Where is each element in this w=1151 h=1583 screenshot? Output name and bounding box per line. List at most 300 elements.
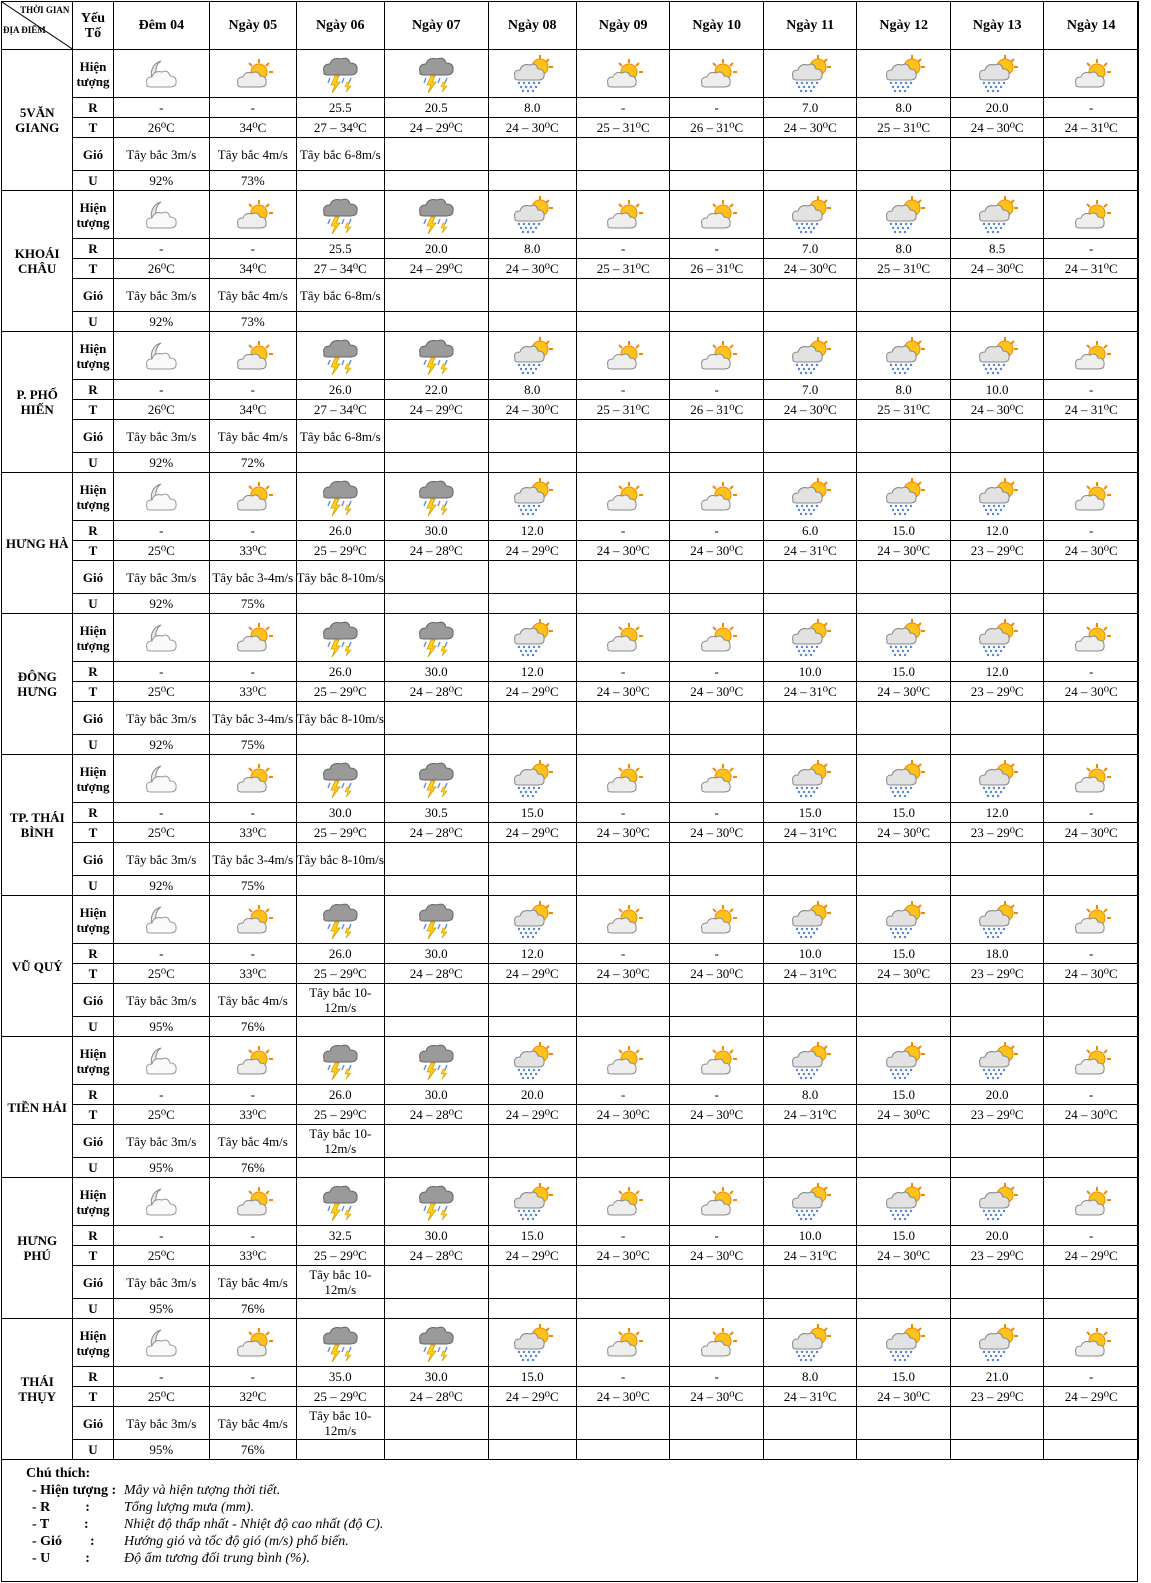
element-label: Gió bbox=[73, 138, 113, 171]
u-value bbox=[488, 1017, 576, 1037]
t-value: 25 – 29⁰C bbox=[296, 1105, 384, 1125]
element-label: R bbox=[73, 380, 113, 400]
u-value bbox=[488, 1158, 576, 1178]
element-label: R bbox=[73, 944, 113, 964]
r-value: - bbox=[113, 521, 210, 541]
t-value: 25 – 29⁰C bbox=[296, 541, 384, 561]
r-value: - bbox=[113, 1085, 210, 1105]
u-value bbox=[1044, 1299, 1139, 1319]
r-value: 8.0 bbox=[857, 98, 950, 118]
element-label: U bbox=[73, 1017, 113, 1037]
r-value: 8.0 bbox=[488, 380, 576, 400]
row-ph bbox=[2, 1037, 1139, 1085]
t-value: 24 – 28⁰C bbox=[384, 682, 488, 702]
sun-rain-icon bbox=[857, 191, 950, 239]
moon-cloud-icon bbox=[113, 332, 210, 380]
u-value: 92% bbox=[113, 453, 210, 473]
u-value: 92% bbox=[113, 171, 210, 191]
g-value bbox=[488, 702, 576, 735]
u-value bbox=[670, 1440, 763, 1460]
u-value bbox=[763, 453, 856, 473]
sun-rain-icon bbox=[488, 896, 576, 944]
g-value: Tây bắc 4m/s bbox=[210, 1125, 296, 1158]
u-value: 72% bbox=[210, 453, 296, 473]
g-value bbox=[670, 843, 763, 876]
g-value bbox=[950, 420, 1043, 453]
sun-rain-icon bbox=[857, 614, 950, 662]
g-value bbox=[857, 984, 950, 1017]
u-value bbox=[576, 312, 669, 332]
element-label: U bbox=[73, 1299, 113, 1319]
u-value bbox=[488, 453, 576, 473]
sun-rain-icon bbox=[857, 755, 950, 803]
r-value: - bbox=[576, 803, 669, 823]
g-value bbox=[1044, 138, 1139, 171]
u-value bbox=[857, 171, 950, 191]
g-value: Tây bắc 3m/s bbox=[113, 843, 210, 876]
sun-rain-icon bbox=[763, 614, 856, 662]
t-value: 24 – 30⁰C bbox=[763, 118, 856, 138]
t-value: 24 – 30⁰C bbox=[857, 682, 950, 702]
time-label: THỜI GIAN bbox=[20, 5, 70, 15]
sun-rain-icon bbox=[857, 1037, 950, 1085]
legend-notes bbox=[26, 1465, 383, 1567]
t-value: 24 – 30⁰C bbox=[576, 682, 669, 702]
g-value: Tây bắc 3m/s bbox=[113, 279, 210, 312]
r-value: 15.0 bbox=[857, 521, 950, 541]
u-value bbox=[296, 1158, 384, 1178]
t-value: 25 – 31⁰C bbox=[857, 400, 950, 420]
t-value: 34⁰C bbox=[210, 259, 296, 279]
u-value bbox=[1044, 735, 1139, 755]
u-value: 76% bbox=[210, 1158, 296, 1178]
r-value: - bbox=[576, 662, 669, 682]
sun-rain-icon bbox=[763, 1319, 856, 1367]
g-value: Tây bắc 3m/s bbox=[113, 1266, 210, 1299]
thunderstorm-icon bbox=[384, 1319, 488, 1367]
r-value: 30.0 bbox=[384, 944, 488, 964]
r-value: - bbox=[113, 239, 210, 259]
sun-rain-icon bbox=[763, 50, 856, 98]
partly-cloudy-icon bbox=[1044, 191, 1139, 239]
row-u bbox=[2, 171, 1139, 191]
row-g bbox=[2, 138, 1139, 171]
u-value bbox=[763, 312, 856, 332]
partly-cloudy-icon bbox=[670, 1319, 763, 1367]
t-value: 25 – 31⁰C bbox=[576, 259, 669, 279]
r-value: 20.0 bbox=[488, 1085, 576, 1105]
t-value: 24 – 29⁰C bbox=[488, 1387, 576, 1407]
u-value bbox=[576, 735, 669, 755]
u-value bbox=[763, 171, 856, 191]
r-value: - bbox=[1044, 803, 1139, 823]
r-value: 15.0 bbox=[857, 1367, 950, 1387]
row-ph bbox=[2, 896, 1139, 944]
t-value: 24 – 29⁰C bbox=[384, 259, 488, 279]
u-value: 73% bbox=[210, 171, 296, 191]
u-value bbox=[950, 1299, 1043, 1319]
t-value: 25 – 31⁰C bbox=[857, 118, 950, 138]
r-value: 30.5 bbox=[384, 803, 488, 823]
element-label: T bbox=[73, 118, 113, 138]
row-t bbox=[2, 682, 1139, 702]
r-value: - bbox=[210, 1085, 296, 1105]
thunderstorm-icon bbox=[296, 896, 384, 944]
r-value: 7.0 bbox=[763, 98, 856, 118]
r-value: 8.0 bbox=[857, 380, 950, 400]
u-value bbox=[670, 1017, 763, 1037]
t-value: 24 – 30⁰C bbox=[1044, 682, 1139, 702]
t-value: 24 – 30⁰C bbox=[670, 823, 763, 843]
t-value: 24 – 28⁰C bbox=[384, 1105, 488, 1125]
g-value: Tây bắc 3-4m/s bbox=[210, 843, 296, 876]
t-value: 24 – 30⁰C bbox=[488, 400, 576, 420]
u-value: 92% bbox=[113, 735, 210, 755]
g-value bbox=[763, 420, 856, 453]
u-value bbox=[857, 1299, 950, 1319]
r-value: - bbox=[1044, 1085, 1139, 1105]
row-t bbox=[2, 1387, 1139, 1407]
partly-cloudy-icon bbox=[210, 191, 296, 239]
u-value bbox=[857, 312, 950, 332]
t-value: 26⁰C bbox=[113, 400, 210, 420]
row-g bbox=[2, 1266, 1139, 1299]
t-value: 24 – 30⁰C bbox=[488, 259, 576, 279]
row-t bbox=[2, 964, 1139, 984]
partly-cloudy-icon bbox=[210, 755, 296, 803]
t-value: 33⁰C bbox=[210, 1246, 296, 1266]
element-label: T bbox=[73, 259, 113, 279]
u-value bbox=[296, 1017, 384, 1037]
t-value: 24 – 31⁰C bbox=[763, 1387, 856, 1407]
u-value bbox=[1044, 1017, 1139, 1037]
r-value: 30.0 bbox=[384, 521, 488, 541]
t-value: 24 – 30⁰C bbox=[576, 1105, 669, 1125]
partly-cloudy-icon bbox=[576, 1319, 669, 1367]
u-value bbox=[488, 171, 576, 191]
element-label: Gió bbox=[73, 279, 113, 312]
partly-cloudy-icon bbox=[576, 191, 669, 239]
t-value: 24 – 29⁰C bbox=[384, 118, 488, 138]
t-value: 26 – 31⁰C bbox=[670, 400, 763, 420]
u-value bbox=[857, 453, 950, 473]
thunderstorm-icon bbox=[296, 332, 384, 380]
sun-rain-icon bbox=[857, 50, 950, 98]
g-value bbox=[950, 561, 1043, 594]
partly-cloudy-icon bbox=[210, 1319, 296, 1367]
row-t bbox=[2, 823, 1139, 843]
row-g bbox=[2, 561, 1139, 594]
row-ph bbox=[2, 1319, 1139, 1367]
r-value: 12.0 bbox=[950, 662, 1043, 682]
t-value: 24 – 30⁰C bbox=[763, 259, 856, 279]
notes-title: Chú thích: bbox=[26, 1466, 91, 1481]
r-value: 10.0 bbox=[950, 380, 1043, 400]
u-value bbox=[384, 1158, 488, 1178]
t-value: 25 – 29⁰C bbox=[296, 964, 384, 984]
row-r bbox=[2, 521, 1139, 541]
element-label: Hiện tượng bbox=[73, 755, 113, 803]
g-value bbox=[488, 843, 576, 876]
t-value: 24 – 31⁰C bbox=[763, 541, 856, 561]
sun-rain-icon bbox=[950, 50, 1043, 98]
partly-cloudy-icon bbox=[576, 1178, 669, 1226]
sun-rain-icon bbox=[950, 1178, 1043, 1226]
day-header: Đêm 04 bbox=[113, 2, 210, 50]
note-value: Nhiệt độ thấp nhất - Nhiệt độ cao nhất (độ C). bbox=[124, 1517, 384, 1532]
t-value: 24 – 30⁰C bbox=[576, 1246, 669, 1266]
row-u bbox=[2, 594, 1139, 614]
r-value: - bbox=[210, 98, 296, 118]
element-label: R bbox=[73, 1085, 113, 1105]
g-value bbox=[384, 1266, 488, 1299]
u-value bbox=[384, 735, 488, 755]
g-value: Tây bắc 3m/s bbox=[113, 138, 210, 171]
t-value: 34⁰C bbox=[210, 118, 296, 138]
sun-rain-icon bbox=[763, 755, 856, 803]
row-g bbox=[2, 702, 1139, 735]
moon-cloud-icon bbox=[113, 1319, 210, 1367]
t-value: 23 – 29⁰C bbox=[950, 823, 1043, 843]
g-value bbox=[763, 1125, 856, 1158]
g-value bbox=[950, 702, 1043, 735]
partly-cloudy-icon bbox=[210, 896, 296, 944]
partly-cloudy-icon bbox=[210, 50, 296, 98]
g-value bbox=[384, 138, 488, 171]
day-header: Ngày 05 bbox=[210, 2, 296, 50]
partly-cloudy-icon bbox=[1044, 896, 1139, 944]
sun-rain-icon bbox=[950, 896, 1043, 944]
r-value: - bbox=[210, 380, 296, 400]
r-value: 30.0 bbox=[296, 803, 384, 823]
r-value: 20.0 bbox=[384, 239, 488, 259]
sun-rain-icon bbox=[857, 1319, 950, 1367]
partly-cloudy-icon bbox=[670, 1037, 763, 1085]
partly-cloudy-icon bbox=[670, 755, 763, 803]
location-name: HƯNG PHÚ bbox=[2, 1178, 73, 1319]
r-value: - bbox=[210, 944, 296, 964]
u-value bbox=[488, 1440, 576, 1460]
u-value bbox=[1044, 453, 1139, 473]
u-value: 73% bbox=[210, 312, 296, 332]
u-value bbox=[670, 1158, 763, 1178]
u-value: 76% bbox=[210, 1017, 296, 1037]
g-value: Tây bắc 10-12m/s bbox=[296, 1266, 384, 1299]
g-value bbox=[1044, 420, 1139, 453]
row-u bbox=[2, 453, 1139, 473]
partly-cloudy-icon bbox=[670, 332, 763, 380]
day-header: Ngày 12 bbox=[857, 2, 950, 50]
element-label: T bbox=[73, 964, 113, 984]
element-label: T bbox=[73, 682, 113, 702]
thunderstorm-icon bbox=[384, 1178, 488, 1226]
t-value: 24 – 30⁰C bbox=[670, 682, 763, 702]
row-u bbox=[2, 312, 1139, 332]
u-value bbox=[488, 735, 576, 755]
r-value: - bbox=[1044, 98, 1139, 118]
u-value bbox=[296, 312, 384, 332]
thunderstorm-icon bbox=[296, 473, 384, 521]
row-ph bbox=[2, 755, 1139, 803]
element-label: U bbox=[73, 735, 113, 755]
r-value: - bbox=[113, 380, 210, 400]
sun-rain-icon bbox=[763, 473, 856, 521]
u-value bbox=[384, 1017, 488, 1037]
t-value: 25⁰C bbox=[113, 1105, 210, 1125]
g-value bbox=[488, 1125, 576, 1158]
t-value: 24 – 28⁰C bbox=[384, 964, 488, 984]
thunderstorm-icon bbox=[296, 1037, 384, 1085]
t-value: 23 – 29⁰C bbox=[950, 682, 1043, 702]
t-value: 23 – 29⁰C bbox=[950, 1246, 1043, 1266]
r-value: - bbox=[670, 98, 763, 118]
u-value bbox=[950, 594, 1043, 614]
g-value bbox=[576, 984, 669, 1017]
u-value bbox=[1044, 312, 1139, 332]
partly-cloudy-icon bbox=[576, 755, 669, 803]
r-value: 8.0 bbox=[488, 98, 576, 118]
u-value bbox=[384, 171, 488, 191]
g-value bbox=[857, 138, 950, 171]
u-value bbox=[1044, 594, 1139, 614]
g-value bbox=[1044, 1407, 1139, 1440]
u-value bbox=[670, 171, 763, 191]
row-r bbox=[2, 380, 1139, 400]
row-r bbox=[2, 1226, 1139, 1246]
t-value: 25⁰C bbox=[113, 682, 210, 702]
g-value bbox=[950, 1266, 1043, 1299]
t-value: 24 – 30⁰C bbox=[670, 1105, 763, 1125]
r-value: - bbox=[670, 803, 763, 823]
u-value bbox=[1044, 171, 1139, 191]
g-value: Tây bắc 3-4m/s bbox=[210, 561, 296, 594]
t-value: 23 – 29⁰C bbox=[950, 1105, 1043, 1125]
g-value bbox=[576, 1266, 669, 1299]
g-value bbox=[670, 1407, 763, 1440]
sun-rain-icon bbox=[763, 896, 856, 944]
element-label: U bbox=[73, 171, 113, 191]
t-value: 24 – 30⁰C bbox=[857, 964, 950, 984]
u-value bbox=[763, 876, 856, 896]
note-key: - U : bbox=[32, 1551, 90, 1566]
u-value bbox=[857, 735, 950, 755]
sun-rain-icon bbox=[857, 473, 950, 521]
g-value: Tây bắc 4m/s bbox=[210, 1407, 296, 1440]
g-value bbox=[1044, 843, 1139, 876]
note-item bbox=[26, 1482, 383, 1499]
note-item bbox=[26, 1516, 383, 1533]
u-value bbox=[296, 1299, 384, 1319]
u-value bbox=[763, 1017, 856, 1037]
r-value: 20.5 bbox=[384, 98, 488, 118]
g-value: Tây bắc 6-8m/s bbox=[296, 138, 384, 171]
t-value: 26 – 31⁰C bbox=[670, 259, 763, 279]
r-value: 8.0 bbox=[488, 239, 576, 259]
t-value: 32⁰C bbox=[210, 1387, 296, 1407]
u-value: 92% bbox=[113, 876, 210, 896]
t-value: 24 – 30⁰C bbox=[1044, 1105, 1139, 1125]
row-r bbox=[2, 662, 1139, 682]
row-u bbox=[2, 1017, 1139, 1037]
u-value: 75% bbox=[210, 735, 296, 755]
sun-rain-icon bbox=[857, 1178, 950, 1226]
g-value bbox=[670, 1125, 763, 1158]
moon-cloud-icon bbox=[113, 896, 210, 944]
element-label: Hiện tượng bbox=[73, 1178, 113, 1226]
g-value: Tây bắc 3m/s bbox=[113, 1125, 210, 1158]
u-value bbox=[576, 1299, 669, 1319]
u-value: 95% bbox=[113, 1158, 210, 1178]
r-value: 25.5 bbox=[296, 98, 384, 118]
u-value bbox=[296, 735, 384, 755]
r-value: - bbox=[210, 1367, 296, 1387]
element-label: R bbox=[73, 1367, 113, 1387]
g-value bbox=[384, 843, 488, 876]
g-value bbox=[670, 984, 763, 1017]
g-value bbox=[670, 138, 763, 171]
row-g bbox=[2, 279, 1139, 312]
t-value: 24 – 28⁰C bbox=[384, 541, 488, 561]
r-value: 15.0 bbox=[763, 803, 856, 823]
thunderstorm-icon bbox=[384, 1037, 488, 1085]
u-value bbox=[670, 594, 763, 614]
u-value bbox=[857, 1017, 950, 1037]
r-value: - bbox=[576, 944, 669, 964]
t-value: 23 – 29⁰C bbox=[950, 541, 1043, 561]
g-value bbox=[950, 1125, 1043, 1158]
location-name: P. PHỐ HIẾN bbox=[2, 332, 73, 473]
u-value bbox=[670, 1299, 763, 1319]
note-key: - T : bbox=[32, 1517, 89, 1532]
r-value: 30.0 bbox=[384, 662, 488, 682]
u-value: 95% bbox=[113, 1299, 210, 1319]
partly-cloudy-icon bbox=[1044, 1319, 1139, 1367]
sun-rain-icon bbox=[857, 896, 950, 944]
r-value: - bbox=[210, 803, 296, 823]
r-value: 18.0 bbox=[950, 944, 1043, 964]
u-value bbox=[384, 312, 488, 332]
g-value bbox=[576, 279, 669, 312]
thunderstorm-icon bbox=[296, 1319, 384, 1367]
g-value bbox=[857, 1125, 950, 1158]
u-value: 92% bbox=[113, 594, 210, 614]
place-label: ĐỊA ĐIỂM bbox=[3, 25, 46, 35]
row-ph bbox=[2, 1178, 1139, 1226]
u-value bbox=[1044, 1440, 1139, 1460]
g-value bbox=[384, 420, 488, 453]
g-value bbox=[488, 984, 576, 1017]
g-value bbox=[384, 1407, 488, 1440]
g-value bbox=[488, 279, 576, 312]
g-value: Tây bắc 10-12m/s bbox=[296, 984, 384, 1017]
partly-cloudy-icon bbox=[670, 191, 763, 239]
t-value: 25 – 31⁰C bbox=[857, 259, 950, 279]
g-value bbox=[857, 561, 950, 594]
r-value: 15.0 bbox=[488, 803, 576, 823]
t-value: 27 – 34⁰C bbox=[296, 400, 384, 420]
element-label: Hiện tượng bbox=[73, 896, 113, 944]
t-value: 25⁰C bbox=[113, 1246, 210, 1266]
u-value bbox=[296, 453, 384, 473]
r-value: 30.0 bbox=[384, 1226, 488, 1246]
u-value bbox=[950, 171, 1043, 191]
sun-rain-icon bbox=[950, 191, 1043, 239]
sun-rain-icon bbox=[950, 332, 1043, 380]
g-value bbox=[488, 138, 576, 171]
moon-cloud-icon bbox=[113, 50, 210, 98]
sun-rain-icon bbox=[488, 191, 576, 239]
r-value: - bbox=[1044, 944, 1139, 964]
